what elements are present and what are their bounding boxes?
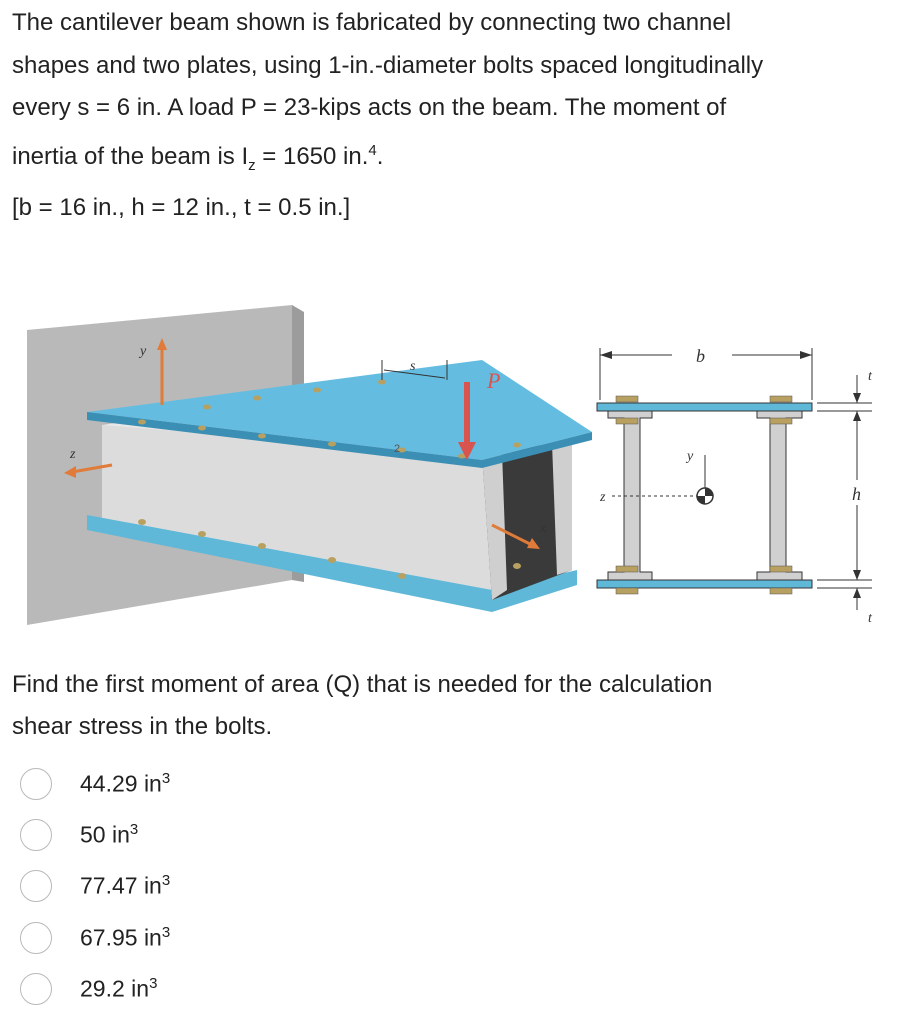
inertia-subscript: z [248, 156, 256, 174]
question-text [12, 2, 907, 229]
answer-label: 67.95 $in^3$ [80, 923, 171, 951]
load-P-label: P [487, 368, 501, 393]
inertia-prefix: inertia of the beam is I [12, 142, 249, 170]
section-bottom-plate [597, 580, 812, 588]
question-line-3: every s = 6 in. A load P = 23-kips acts on the beam. The moment of [12, 94, 727, 121]
answer-option-1[interactable] [12, 758, 892, 809]
radio-button[interactable] [20, 973, 52, 1005]
dim-t-bottom-label: t [868, 611, 872, 626]
spacing-s-label: s [410, 359, 416, 374]
answer-label: 29.2 $in^3$ [80, 975, 158, 1002]
answer-label: 44.29 $in^3$ [80, 769, 171, 797]
answer-options [12, 758, 892, 1014]
prompt-line-2: shear stress in the bolts. [12, 713, 273, 740]
axis-y-label: y [140, 344, 147, 359]
section-z-label: z [600, 490, 606, 505]
section-2-label: 2 [394, 443, 401, 455]
question-line-4 [12, 130, 907, 187]
section-top-plate [597, 403, 812, 411]
answer-option-2[interactable] [12, 809, 892, 860]
radio-button[interactable] [20, 768, 52, 800]
section-y-label: y [687, 449, 694, 464]
beam-3d-illustration [27, 305, 592, 625]
dim-h-label: h [852, 484, 861, 504]
radio-button[interactable] [20, 922, 52, 954]
answer-label: 50 $in^3$ [80, 821, 139, 848]
prompt-text [12, 664, 892, 748]
axis-x-label: x [540, 521, 547, 536]
beam-figure [12, 300, 908, 630]
question-line-1: The cantilever beam shown is fabricated by connecting two channel [12, 9, 732, 36]
cross-section [597, 344, 873, 626]
inertia-value: = 1650 in. [255, 142, 369, 170]
answer-option-4[interactable] [12, 912, 892, 963]
inertia-suffix: . [376, 142, 384, 170]
section-right-channel [757, 411, 802, 580]
prompt-line-1: Find the first moment of area (Q) that is needed for the calculation [12, 671, 713, 698]
question-line-2: shapes and two plates, using 1-in.-diameter bolts spaced longitudinally [12, 51, 764, 79]
beam-figure-svg [12, 300, 908, 630]
answer-label: 77.47 $in^3$ [80, 872, 171, 900]
radio-button[interactable] [20, 870, 52, 902]
answer-option-3[interactable] [12, 861, 892, 912]
radio-button[interactable] [20, 819, 52, 851]
question-line-5: [b = 16 in., h = 12 in., t = 0.5 in.] [12, 193, 351, 221]
dim-t-top-label: t [868, 369, 872, 384]
dim-b-label: b [696, 346, 705, 366]
axis-z-label: z [70, 447, 76, 462]
answer-option-5[interactable] [12, 963, 892, 1014]
inertia-exponent: 4 [368, 141, 377, 159]
